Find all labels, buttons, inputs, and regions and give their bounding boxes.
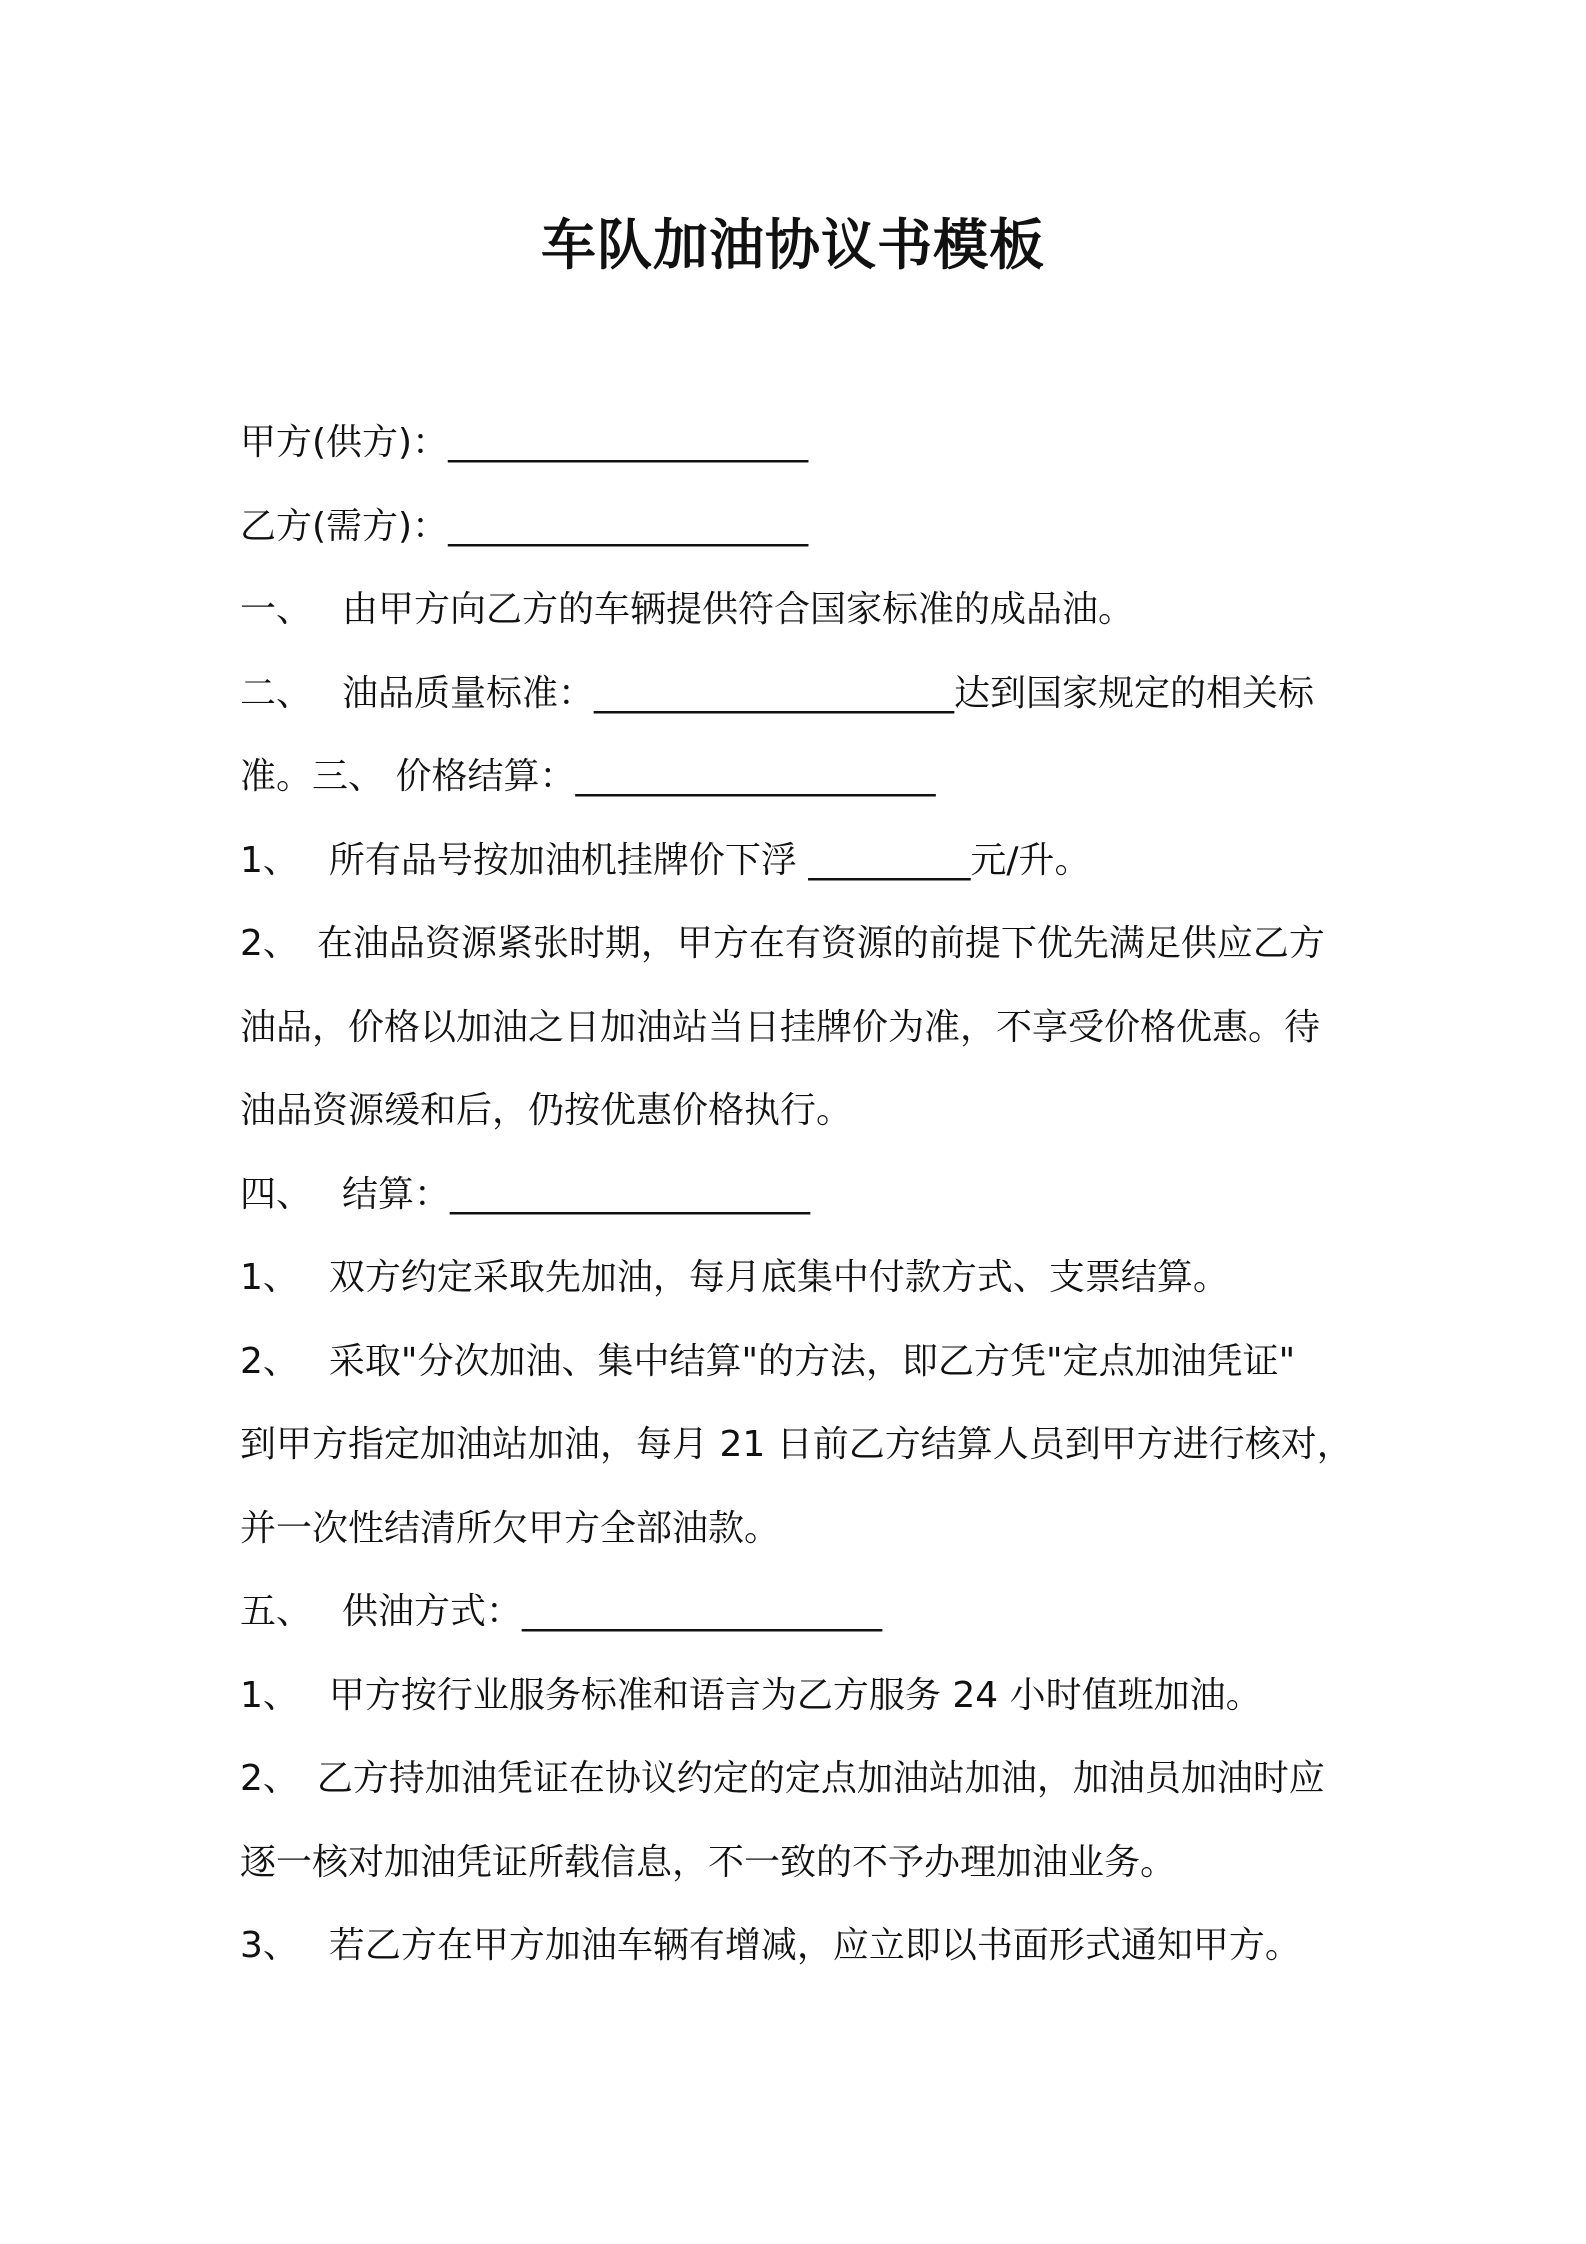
settlement-item-1-line <box>240 1236 1380 1320</box>
clause-text: 供油方式：____________________ <box>342 1591 883 1632</box>
item-text: 采取"分次加油、集中结算"的方法，即乙方凭"定点加油凭证" <box>328 1340 1296 1382</box>
clause-text: 油品质量标准：____________________达到国家规定的相关标 <box>342 672 1315 714</box>
item-text: 在油品资源紧张时期，甲方在有资源的前提下优先满足供应乙方 <box>316 923 1325 964</box>
settlement-item-2-line <box>240 1320 1380 1404</box>
clause-text: 准。三、 价格结算：____________________ <box>240 756 936 797</box>
party-a-line <box>240 401 1380 485</box>
supply-item-1-line <box>240 1654 1380 1738</box>
price-item-1-line <box>240 819 1380 903</box>
clause-1-line <box>240 568 1380 652</box>
settlement-item-2-continuation-line <box>240 1487 1380 1571</box>
price-item-2-line <box>240 902 1380 986</box>
item-number: 2、 <box>240 1340 299 1382</box>
item-text: 油品，价格以加油之日加油站当日挂牌价为准，不享受价格优惠。待 <box>240 1006 1321 1048</box>
item-number: 2、 <box>240 923 299 964</box>
clause-text: 结算：____________________ <box>342 1173 811 1215</box>
item-text: 所有品号按加油机挂牌价下浮 _________元/升。 <box>328 839 1091 881</box>
party-a-text: 甲方(供方)：____________________ <box>240 422 809 463</box>
item-text: 乙方持加油凭证在协议约定的定点加油站加油，加油员加油时应 <box>316 1758 1325 1799</box>
item-text: 甲方按行业服务标准和语言为乙方服务 24 小时值班加油。 <box>328 1674 1262 1716</box>
item-number: 1、 <box>240 1257 299 1298</box>
item-text: 双方约定采取先加油，每月底集中付款方式、支票结算。 <box>328 1257 1229 1298</box>
supply-item-3-line <box>240 1904 1380 1988</box>
price-item-2-continuation-line <box>240 1069 1380 1153</box>
document-title: 车队加油协议书模板 <box>540 213 1045 277</box>
price-item-2-continuation-line <box>240 986 1380 1070</box>
clause-number: 二、 <box>240 672 313 714</box>
supply-item-2-continuation-line <box>240 1821 1380 1905</box>
document-body <box>240 401 1380 1988</box>
party-b-line <box>240 485 1380 569</box>
clause-5-line <box>240 1570 1380 1654</box>
clause-number: 四、 <box>240 1173 313 1215</box>
item-text: 若乙方在甲方加油车辆有增减，应立即以书面形式通知甲方。 <box>328 1925 1301 1966</box>
clause-4-line <box>240 1153 1380 1237</box>
clause-2-line <box>240 652 1380 736</box>
party-b-text: 乙方(需方)：____________________ <box>240 505 809 547</box>
clause-number: 五、 <box>240 1591 313 1632</box>
supply-item-2-line <box>240 1737 1380 1821</box>
item-text: 并一次性结清所欠甲方全部油款。 <box>240 1507 781 1549</box>
item-number: 1、 <box>240 839 299 881</box>
item-number: 3、 <box>240 1925 299 1966</box>
settlement-item-2-continuation-line <box>240 1403 1380 1487</box>
item-number: 1、 <box>240 1674 299 1716</box>
item-text: 油品资源缓和后，仍按优惠价格执行。 <box>240 1090 853 1131</box>
item-text: 到甲方指定加油站加油，每月 21 日前乙方结算人员到甲方进行核对， <box>240 1424 1353 1465</box>
clause-text: 由甲方向乙方的车辆提供符合国家标准的成品油。 <box>342 589 1135 630</box>
item-number: 2、 <box>240 1758 299 1799</box>
clause-number: 一、 <box>240 589 313 630</box>
clause-2-continuation-line <box>240 735 1380 819</box>
item-text: 逐一核对加油凭证所载信息，不一致的不予办理加油业务。 <box>240 1841 1177 1883</box>
